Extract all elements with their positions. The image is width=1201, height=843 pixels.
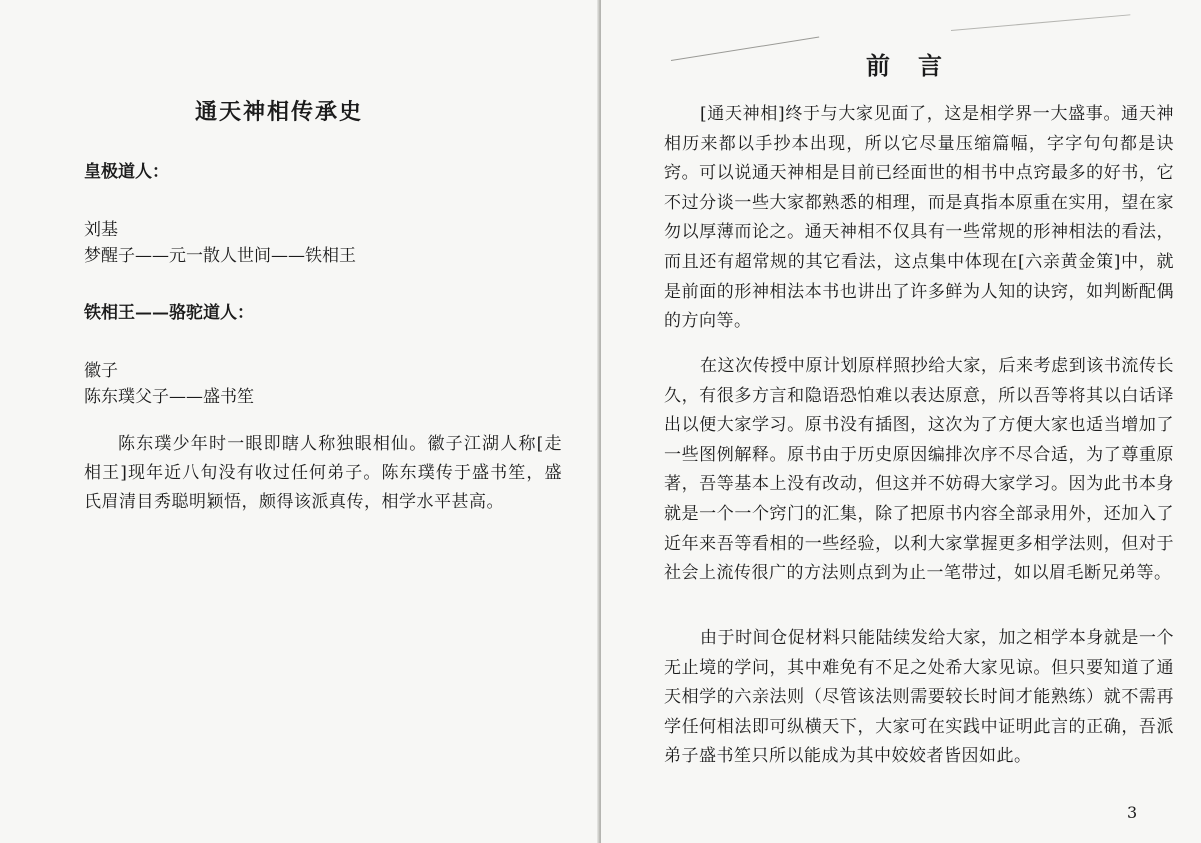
preface-paragraph-2: 在这次传授中原计划原样照抄给大家，后来考虑到该书流传长久，有很多方言和隐语恐怕难以表达原意，所以吾等将其以白话译出以便大家学习。原书没有插图，这次为了方便大家也适当增加了一些图例解释。原书由于历史原因编排次序不尽合适，为了尊重原著，吾等基本上没有改动，但这并不妨碍大家学习。因为此书本身就是一个一个窍门的汇集，除了把原书内容全部录用外，还加入了近年来吾等看相的一些经验，以利大家掌握更多相学法则，但对于社会上流传很广的方法则点到为止一笔带过，如以眉毛断兄弟等。 — [664, 356, 1174, 584]
scan-mark — [951, 14, 1130, 31]
left-page — [0, 0, 600, 843]
section-2-name: 徽子 — [84, 361, 118, 381]
section-1-name: 刘基 — [84, 220, 118, 240]
preface-paragraph-3: 由于时间仓促材料只能陆续发给大家，加之相学本身就是一个无止境的学问，其中难免有不足之处希大家见谅。但只要知道了通天相学的六亲法则（尽管该法则需要较长时间才能熟练）就不需再学任何相法即可纵横天下，大家可在实践中证明此言的正确，吾派弟子盛书笙只所以能成为其中姣姣者皆因如此。 — [664, 628, 1174, 767]
left-body-paragraph: 陈东璞少年时一眼即瞎人称独眼相仙。徽子江湖人称[走相王]现年近八旬没有收过任何弟子。陈东璞传于盛书笙，盛氏眉清目秀聪明颖悟，颇得该派真传，相学水平甚高。 — [84, 434, 562, 512]
section-2-lineage: 陈东璞父子——盛书笙 — [84, 387, 254, 407]
preface-paragraph-1: [通天神相]终于与大家见面了，这是相学界一大盛事。通天神相历来都以手抄本出现，所以它尽量压缩篇幅，字字句句都是诀窍。可以说通天神相是目前已经面世的相书中点窍最多的好书，它不过分谈一些大家都熟悉的相理，而是真指本原重在实用，望在家勿以厚薄而论之。通天神相不仅具有一些常规的形神相法的看法，而且还有超常规的其它看法，这点集中体现在[六亲黄金策]中，就是前面的形神相法本书也讲出了许多鲜为人知的诀窍，如判断配偶的方向等。 — [664, 104, 1174, 332]
scan-mark — [671, 37, 819, 61]
section-2-heading: 铁相王——骆驼道人： — [84, 303, 254, 323]
page-number: 3 — [1127, 803, 1138, 822]
section-1-heading: 皇极道人： — [84, 162, 169, 182]
right-page-title: 前 言 — [866, 51, 944, 80]
left-page-title: 通天神相传承史 — [195, 99, 364, 125]
section-1-lineage: 梦醒子——元一散人世间——铁相王 — [84, 246, 356, 266]
